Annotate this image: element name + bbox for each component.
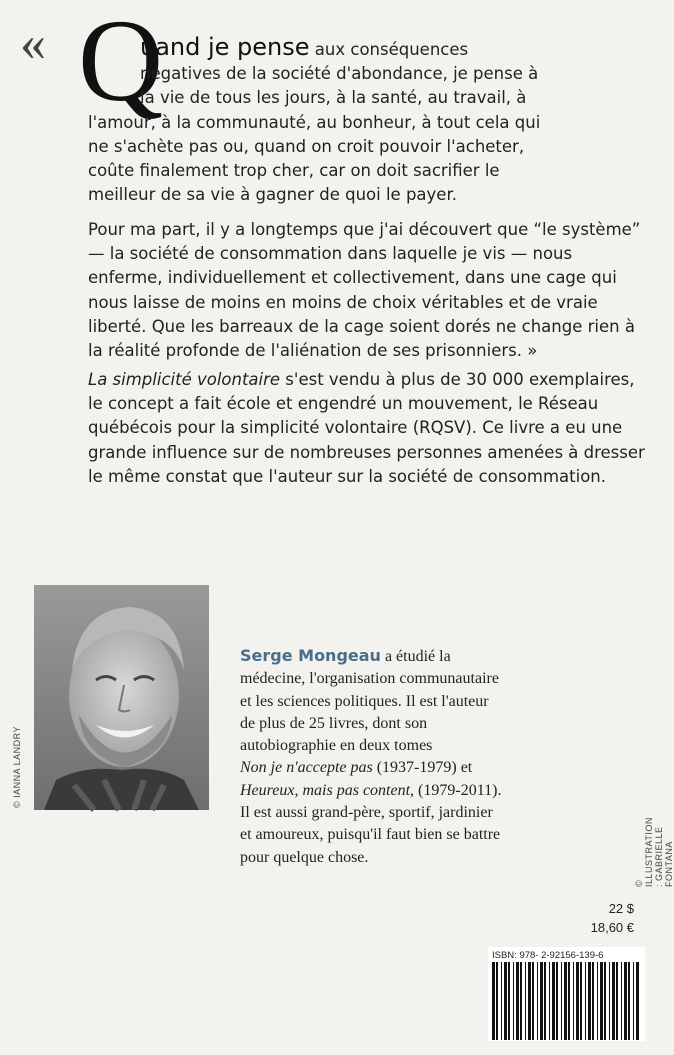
author-bio: [240, 645, 570, 869]
quote-line: négatives de la société d'abondance, je pense à: [140, 64, 539, 84]
bio-line: (1979-2011).: [414, 781, 502, 799]
author-photo: [34, 585, 209, 810]
summary-line: grande influence sur de nombreuses personnes amenées à dresser: [88, 442, 645, 462]
summary-line: le même constat que l'auteur sur la société de consommation.: [88, 466, 606, 486]
summary-line: s'est vendu à plus de 30 000 exemplaires,: [280, 370, 635, 389]
price-cad: 22 $: [608, 901, 634, 916]
dropcap-letter: Q: [78, 0, 164, 126]
bio-first-line: [240, 645, 570, 668]
bio-book2-line: [240, 780, 570, 802]
quote-line: la vie de tous les jours, à la santé, au travail, à: [140, 88, 527, 108]
author-name: Serge Mongeau: [240, 646, 381, 665]
isbn-number: ISBN: 978- 2-92156-139-6: [492, 950, 604, 961]
quote-line: nous laisse de moins en moins de choix véritables et de vraie: [88, 292, 598, 312]
book2-title: Heureux, mais pas content,: [240, 781, 415, 799]
barcode-box: [488, 947, 645, 1041]
summary-first-line: [88, 368, 648, 392]
summary-line: le concept a fait école et engendré un mouvement, le Réseau: [88, 394, 599, 414]
quote-first-line: [88, 35, 648, 62]
bio-line: de plus de 25 livres, dont son: [240, 714, 428, 732]
quote-line: enferme, individuellement et collectivement, dans une cage qui: [88, 268, 617, 288]
author-portrait-illustration: [34, 585, 209, 810]
photo-credit: © IANNA LANDRY: [12, 726, 22, 808]
price-eur: 18,60 €: [590, 920, 634, 935]
quote-line: — la société de consommation dans laquelle je vis — nous: [88, 244, 573, 264]
quote-paragraph-2: [88, 218, 648, 363]
bio-line: (1937-1979) et: [372, 759, 473, 777]
bio-line: et les sciences politiques. Il est l'auteur: [240, 692, 489, 710]
bio-line: médecine, l'organisation communautaire: [240, 670, 499, 688]
book-title: La simplicité volontaire: [88, 370, 281, 389]
quote-line: Pour ma part, il y a longtemps que j'ai découvert que “le système”: [88, 220, 641, 239]
barcode-icon: [490, 962, 643, 1040]
opening-quote-mark: «: [20, 15, 46, 72]
illustration-credit: © ILLUSTRATION : GABRIELLE FONTANA: [634, 817, 674, 887]
quote-line: coûte finalement trop cher, car on doit sacrifier le: [88, 161, 500, 181]
quote-line: ne s'achète pas ou, quand on croit pouvoir l'acheter,: [88, 136, 525, 156]
bio-book1-line: [240, 757, 570, 779]
quote-line: la réalité profonde de l'aliénation de ses prisonniers. »: [88, 341, 538, 361]
quote-lead-in: uand je pense: [140, 33, 310, 61]
bio-line: autobiographie en deux tomes: [240, 737, 433, 755]
summary-line: québécois pour la simplicité volontaire (RQSV). Ce livre a eu une: [88, 418, 623, 438]
quote-line: l'amour, à la communauté, au bonheur, à tout cela qui: [88, 112, 541, 132]
quote-line: meilleur de sa vie à gagner de quoi le payer.: [88, 185, 457, 205]
bio-line: Il est aussi grand-père, sportif, jardinier: [240, 804, 493, 822]
summary-paragraph: [88, 368, 648, 489]
bio-line: et amoureux, puisqu'il faut bien se battre: [240, 826, 501, 844]
quote-line: aux conséquences: [309, 40, 469, 59]
book1-title: Non je n'accepte pas: [240, 759, 373, 777]
quote-paragraph-1: [88, 35, 648, 207]
quote-line: liberté. Que les barreaux de la cage soient dorés ne change rien à: [88, 316, 635, 336]
bio-line: a étudié la: [380, 648, 451, 665]
bio-line: pour quelque chose.: [240, 848, 369, 866]
